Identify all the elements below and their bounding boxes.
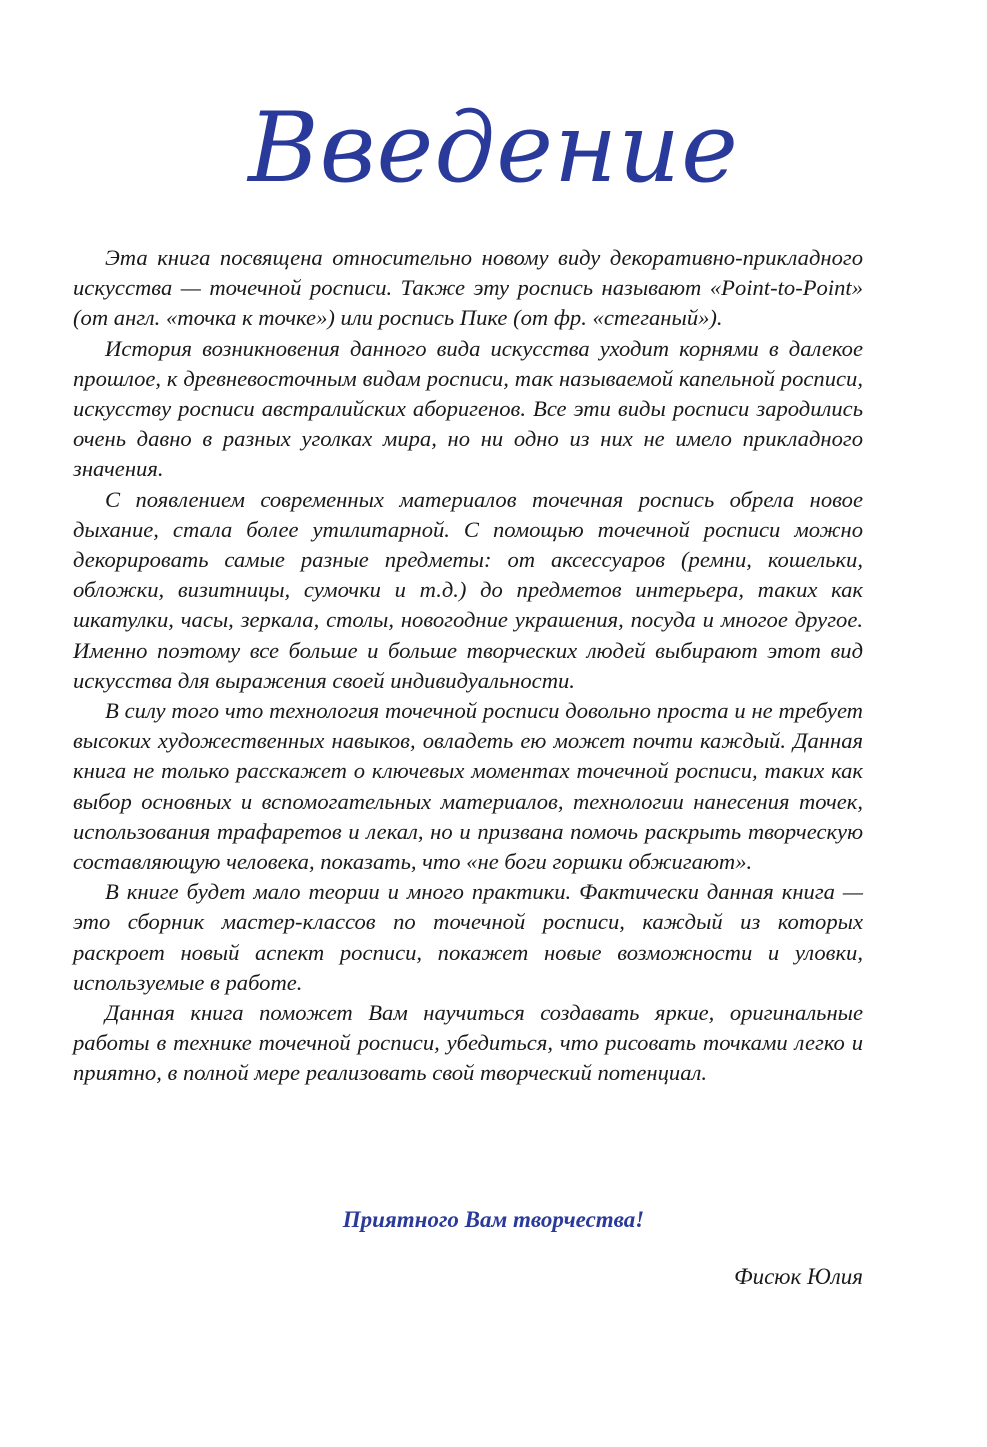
paragraph-3: С появлением современных материалов точечная роспись обрела новое дыхание, стала более утилитарной. С помощью точечной росписи можно декорировать самые разные предметы: от аксессуаров (ремни, кошельки, обложки, визитницы, сумочки и т.д.) до предметов интерьера, таких как шкатулки, часы, зеркала, столы, новогодние украшения, посуда и многое другое. Именно поэтому все больше и больше творческих людей выбирают этот вид искусства для выражения своей индивидуальности. [73, 486, 863, 693]
paragraph-2: История возникновения данного вида искусства уходит корнями в далекое прошлое, к древневосточным видам росписи, так называемой капельной росписи, искусству росписи австралийских аборигенов. Все эти виды росписи зародились очень давно в разных уголках мира, но ни одно из них не имело прикладного значения. [73, 335, 863, 482]
paragraph-6: Данная книга поможет Вам научиться создавать яркие, оригинальные работы в технике точечной росписи, убедиться, что рисовать точками легко и приятно, в полной мере реализовать свой творческий потенциал. [73, 1000, 863, 1086]
closing-wish: Приятного Вам творчества! [342, 1207, 645, 1232]
intro-body [73, 243, 863, 1089]
chapter-title: Введение [248, 92, 739, 204]
paragraph-4: В силу того что технология точечной росписи довольно проста и не требует высоких художественных навыков, овладеть ею может почти каждый. Данная книга не только расскажет о ключевых моментах точечной росписи, таких как выбор основных и вспомогательных материалов, технологии нанесения точек, использования трафаретов и лекал, но и призвана помочь раскрыть творческую составляющую человека, показать, что «не боги горшки обжигают». [73, 698, 863, 875]
author-signature: Фисюк Юлия [734, 1264, 863, 1289]
paragraph-5: В книге будет мало теории и много практики. Фактически данная книга — это сборник мастер-классов по точечной росписи, каждый из которых раскроет новый аспект росписи, покажет новые возможности и уловки, используемые в работе. [73, 879, 863, 995]
paragraph-1: Эта книга посвящена относительно новому виду декоративно-прикладного искусства — точечной росписи. Также эту роспись называют «Point-to-Point» (от англ. «точка к точке») или роспись Пике (от фр. «стеганый»). [73, 245, 863, 331]
